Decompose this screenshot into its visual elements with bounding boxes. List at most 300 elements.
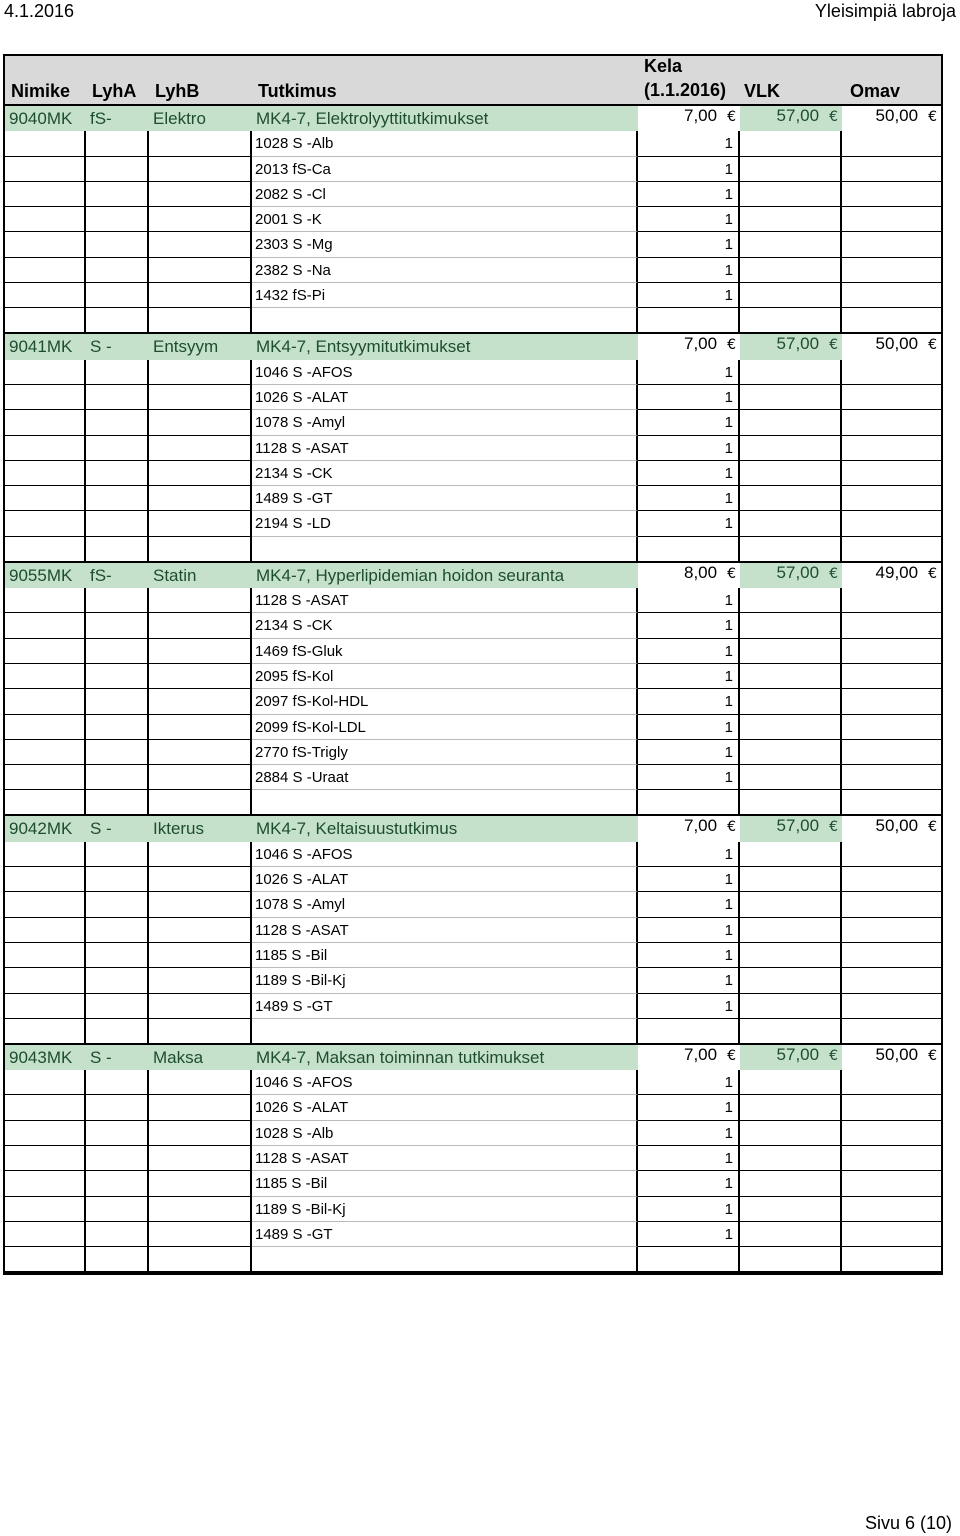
empty-cell	[5, 385, 86, 410]
empty-cell	[86, 157, 149, 182]
euro-icon: €	[928, 1047, 937, 1064]
empty-cell	[86, 182, 149, 207]
empty-cell	[149, 842, 252, 867]
test-row	[5, 461, 941, 486]
test-name: 2082 S -Cl	[252, 182, 638, 207]
empty-cell	[86, 1247, 149, 1273]
test-row	[5, 689, 941, 714]
test-quantity: 1	[638, 1070, 740, 1095]
empty-cell	[638, 308, 740, 334]
empty-cell	[740, 486, 842, 511]
test-quantity: 1	[638, 182, 740, 207]
empty-cell	[740, 308, 842, 334]
test-name: 1489 S -GT	[252, 994, 638, 1019]
col-header-kela-line2: (1.1.2016)	[644, 80, 727, 100]
group-kela-value: 7,00	[683, 816, 718, 836]
empty-cell	[149, 867, 252, 892]
test-name: 2884 S -Uraat	[252, 765, 638, 790]
empty-cell	[5, 715, 86, 740]
empty-cell	[5, 689, 86, 714]
empty-cell	[86, 1197, 149, 1222]
empty-cell	[149, 968, 252, 993]
test-row	[5, 588, 941, 613]
empty-cell	[149, 410, 252, 435]
empty-cell	[842, 157, 941, 182]
group-tutkimus: MK4-7, Maksan toiminnan tutkimukset	[252, 1045, 638, 1070]
test-quantity: 1	[638, 1121, 740, 1146]
empty-cell	[86, 360, 149, 385]
empty-cell	[842, 182, 941, 207]
empty-cell	[149, 258, 252, 283]
empty-cell	[740, 943, 842, 968]
empty-cell	[149, 436, 252, 461]
empty-cell	[86, 258, 149, 283]
empty-cell	[149, 639, 252, 664]
group-kela-value: 8,00	[683, 562, 718, 582]
group-nimike: 9043MK	[5, 1045, 86, 1070]
test-row	[5, 283, 941, 308]
empty-cell	[842, 1146, 941, 1171]
group-price-vlk	[740, 106, 842, 131]
test-row	[5, 613, 941, 638]
group-lyha: S -	[86, 334, 149, 359]
group-price-omav	[842, 563, 941, 588]
empty-cell	[86, 1095, 149, 1120]
group-price-kela	[638, 1045, 740, 1070]
empty-cell	[149, 461, 252, 486]
test-row	[5, 918, 941, 943]
empty-cell	[86, 867, 149, 892]
test-quantity: 1	[638, 410, 740, 435]
spacer-row	[5, 308, 941, 334]
empty-cell	[5, 765, 86, 790]
col-header-lyha: LyhA	[92, 81, 137, 101]
empty-cell	[842, 842, 941, 867]
empty-cell	[86, 765, 149, 790]
empty-cell	[149, 1222, 252, 1247]
group-price-omav	[842, 334, 941, 359]
empty-cell	[5, 842, 86, 867]
group-kela-value: 7,00	[683, 334, 718, 354]
empty-cell	[842, 765, 941, 790]
test-row	[5, 842, 941, 867]
group-lyhb: Elektro	[149, 106, 252, 131]
test-quantity: 1	[638, 1171, 740, 1196]
empty-cell	[5, 537, 86, 563]
empty-cell	[149, 1197, 252, 1222]
empty-cell	[5, 943, 86, 968]
test-name: 1189 S -Bil-Kj	[252, 968, 638, 993]
empty-cell	[5, 511, 86, 536]
empty-cell	[5, 182, 86, 207]
test-name: 1128 S -ASAT	[252, 918, 638, 943]
empty-cell	[86, 740, 149, 765]
empty-cell	[149, 918, 252, 943]
euro-icon: €	[928, 337, 937, 354]
test-row	[5, 182, 941, 207]
group-vlk-value: 57,00	[776, 106, 820, 125]
empty-cell	[740, 1019, 842, 1045]
empty-cell	[86, 943, 149, 968]
table-body	[5, 106, 941, 1273]
empty-cell	[740, 1095, 842, 1120]
empty-cell	[5, 588, 86, 613]
euro-icon: €	[928, 819, 937, 836]
empty-cell	[740, 1197, 842, 1222]
group-vlk-value: 57,00	[776, 334, 820, 354]
empty-cell	[149, 537, 252, 563]
test-name: 1078 S -Amyl	[252, 410, 638, 435]
empty-cell	[86, 1171, 149, 1196]
empty-cell	[842, 1070, 941, 1095]
empty-cell	[842, 588, 941, 613]
empty-cell	[149, 765, 252, 790]
empty-cell	[149, 207, 252, 232]
empty-cell	[638, 1247, 740, 1273]
empty-cell	[842, 1121, 941, 1146]
empty-cell	[5, 867, 86, 892]
group-vlk-value: 57,00	[776, 816, 820, 836]
test-name: 2001 S -K	[252, 207, 638, 232]
test-quantity: 1	[638, 511, 740, 536]
group-tutkimus: MK4-7, Keltaisuustutkimus	[252, 816, 638, 841]
test-quantity: 1	[638, 486, 740, 511]
empty-cell	[842, 360, 941, 385]
test-row	[5, 360, 941, 385]
empty-cell	[740, 182, 842, 207]
lab-price-table	[3, 54, 943, 1275]
euro-icon: €	[829, 1047, 838, 1064]
test-quantity: 1	[638, 740, 740, 765]
test-quantity: 1	[638, 588, 740, 613]
empty-cell	[842, 537, 941, 563]
test-row	[5, 968, 941, 993]
empty-cell	[740, 436, 842, 461]
test-name: 1028 S -Alb	[252, 1121, 638, 1146]
empty-cell	[5, 308, 86, 334]
empty-cell	[5, 664, 86, 689]
empty-cell	[638, 537, 740, 563]
group-vlk-value: 57,00	[776, 562, 820, 582]
empty-cell	[5, 1171, 86, 1196]
empty-cell	[149, 994, 252, 1019]
empty-cell	[86, 689, 149, 714]
empty-cell	[86, 639, 149, 664]
group-lyha: fS-	[86, 106, 149, 131]
test-quantity: 1	[638, 1146, 740, 1171]
empty-cell	[149, 689, 252, 714]
empty-cell	[842, 664, 941, 689]
test-quantity: 1	[638, 664, 740, 689]
euro-icon: €	[727, 565, 736, 582]
empty-cell	[5, 918, 86, 943]
group-nimike: 9055MK	[5, 563, 86, 588]
euro-icon: €	[928, 565, 937, 582]
empty-cell	[740, 790, 842, 816]
empty-cell	[5, 131, 86, 156]
group-lyhb: Statin	[149, 563, 252, 588]
empty-cell	[842, 1171, 941, 1196]
test-name: 2770 fS-Trigly	[252, 740, 638, 765]
empty-cell	[86, 131, 149, 156]
test-row	[5, 232, 941, 257]
empty-cell	[740, 1146, 842, 1171]
col-header-tutkimus: Tutkimus	[258, 81, 337, 101]
empty-cell	[740, 511, 842, 536]
test-quantity: 1	[638, 131, 740, 156]
empty-cell	[86, 461, 149, 486]
test-quantity: 1	[638, 232, 740, 257]
empty-cell	[740, 360, 842, 385]
empty-cell	[5, 283, 86, 308]
test-quantity: 1	[638, 1095, 740, 1120]
empty-cell	[149, 486, 252, 511]
test-name: 2382 S -Na	[252, 258, 638, 283]
empty-cell	[740, 283, 842, 308]
test-name: 1046 S -AFOS	[252, 1070, 638, 1095]
group-price-omav	[842, 816, 941, 841]
test-row	[5, 207, 941, 232]
empty-cell	[86, 207, 149, 232]
empty-cell	[740, 588, 842, 613]
empty-cell	[5, 1070, 86, 1095]
empty-cell	[740, 410, 842, 435]
empty-cell	[5, 1146, 86, 1171]
empty-cell	[740, 1121, 842, 1146]
test-name: 2303 S -Mg	[252, 232, 638, 257]
empty-cell	[149, 232, 252, 257]
group-row	[5, 816, 941, 841]
group-price-vlk	[740, 1045, 842, 1070]
group-lyhb: Maksa	[149, 1045, 252, 1070]
group-price-kela	[638, 563, 740, 588]
empty-cell	[740, 715, 842, 740]
euro-icon: €	[727, 819, 736, 836]
page-header-title: Yleisimpiä labroja	[814, 1, 956, 21]
empty-cell	[149, 360, 252, 385]
test-name: 1432 fS-Pi	[252, 283, 638, 308]
test-name: 2095 fS-Kol	[252, 664, 638, 689]
empty-cell	[5, 1197, 86, 1222]
test-name: 2097 fS-Kol-HDL	[252, 689, 638, 714]
empty-cell	[5, 1121, 86, 1146]
group-price-vlk	[740, 816, 842, 841]
col-header-vlk: VLK	[744, 81, 780, 101]
group-price-kela	[638, 106, 740, 131]
test-row	[5, 385, 941, 410]
page-footer-number: Sivu 6 (10)	[864, 1513, 952, 1533]
group-nimike: 9042MK	[5, 816, 86, 841]
test-row	[5, 715, 941, 740]
col-header-kela-line1: Kela	[644, 56, 683, 76]
empty-cell	[149, 1171, 252, 1196]
euro-icon: €	[829, 109, 838, 125]
empty-cell	[149, 157, 252, 182]
empty-cell	[842, 1247, 941, 1273]
empty-cell	[740, 461, 842, 486]
empty-cell	[842, 715, 941, 740]
test-quantity: 1	[638, 867, 740, 892]
empty-cell	[740, 639, 842, 664]
group-price-vlk	[740, 563, 842, 588]
test-row	[5, 511, 941, 536]
empty-cell	[5, 436, 86, 461]
empty-cell	[86, 918, 149, 943]
test-quantity: 1	[638, 385, 740, 410]
empty-cell	[5, 639, 86, 664]
test-row	[5, 157, 941, 182]
empty-cell	[842, 207, 941, 232]
empty-cell	[842, 867, 941, 892]
empty-cell	[842, 232, 941, 257]
empty-cell	[86, 1222, 149, 1247]
empty-cell	[86, 790, 149, 816]
test-name: 1185 S -Bil	[252, 1171, 638, 1196]
empty-cell	[740, 1070, 842, 1095]
test-name: 1469 fS-Gluk	[252, 639, 638, 664]
empty-cell	[5, 994, 86, 1019]
empty-cell	[842, 511, 941, 536]
col-header-kela	[638, 56, 740, 104]
empty-cell	[5, 157, 86, 182]
empty-cell	[740, 537, 842, 563]
empty-cell	[5, 360, 86, 385]
empty-cell	[740, 207, 842, 232]
empty-cell	[740, 689, 842, 714]
test-quantity: 1	[638, 1197, 740, 1222]
empty-cell	[86, 715, 149, 740]
group-row	[5, 106, 941, 131]
test-quantity: 1	[638, 436, 740, 461]
test-row	[5, 1121, 941, 1146]
empty-cell	[842, 308, 941, 334]
test-row	[5, 892, 941, 917]
empty-cell	[149, 1070, 252, 1095]
empty-cell	[149, 283, 252, 308]
test-name: 1128 S -ASAT	[252, 436, 638, 461]
empty-cell	[638, 790, 740, 816]
test-row	[5, 1222, 941, 1247]
empty-cell	[5, 486, 86, 511]
spacer-row	[5, 1019, 941, 1045]
empty-cell	[842, 994, 941, 1019]
empty-cell	[842, 1222, 941, 1247]
empty-cell	[842, 740, 941, 765]
test-quantity: 1	[638, 207, 740, 232]
empty-cell	[740, 232, 842, 257]
empty-cell	[86, 308, 149, 334]
empty-cell	[252, 1019, 638, 1045]
empty-cell	[842, 1019, 941, 1045]
test-quantity: 1	[638, 765, 740, 790]
empty-cell	[86, 842, 149, 867]
test-row	[5, 1095, 941, 1120]
empty-cell	[5, 613, 86, 638]
empty-cell	[149, 1247, 252, 1273]
group-omav-value: 50,00	[875, 1044, 919, 1064]
empty-cell	[5, 207, 86, 232]
empty-cell	[842, 486, 941, 511]
euro-icon: €	[829, 337, 838, 354]
euro-icon: €	[829, 819, 838, 836]
test-quantity: 1	[638, 689, 740, 714]
empty-cell	[149, 131, 252, 156]
empty-cell	[252, 308, 638, 334]
test-name: 2013 fS-Ca	[252, 157, 638, 182]
empty-cell	[740, 918, 842, 943]
euro-icon: €	[727, 337, 736, 354]
spacer-row	[5, 1247, 941, 1273]
empty-cell	[5, 892, 86, 917]
group-lyhb: Entsyym	[149, 334, 252, 359]
col-header-omav: Omav	[850, 81, 901, 101]
test-row	[5, 994, 941, 1019]
group-row	[5, 334, 941, 359]
group-kela-value: 7,00	[683, 1044, 718, 1064]
empty-cell	[149, 892, 252, 917]
page-header-date: 4.1.2016	[4, 1, 75, 21]
empty-cell	[86, 511, 149, 536]
group-omav-value: 50,00	[875, 334, 919, 354]
test-name: 1078 S -Amyl	[252, 892, 638, 917]
empty-cell	[86, 1019, 149, 1045]
empty-cell	[86, 486, 149, 511]
group-row	[5, 1045, 941, 1070]
empty-cell	[149, 1121, 252, 1146]
empty-cell	[5, 232, 86, 257]
test-quantity: 1	[638, 360, 740, 385]
empty-cell	[149, 511, 252, 536]
test-name: 1128 S -ASAT	[252, 1146, 638, 1171]
group-price-kela	[638, 334, 740, 359]
empty-cell	[149, 664, 252, 689]
empty-cell	[842, 1095, 941, 1120]
test-name: 1026 S -ALAT	[252, 867, 638, 892]
test-name: 1026 S -ALAT	[252, 385, 638, 410]
empty-cell	[149, 1095, 252, 1120]
empty-cell	[149, 943, 252, 968]
empty-cell	[86, 385, 149, 410]
test-quantity: 1	[638, 842, 740, 867]
empty-cell	[86, 613, 149, 638]
euro-icon: €	[829, 565, 838, 582]
empty-cell	[5, 1095, 86, 1120]
test-row	[5, 765, 941, 790]
empty-cell	[149, 182, 252, 207]
empty-cell	[842, 968, 941, 993]
empty-cell	[5, 1247, 86, 1273]
empty-cell	[740, 892, 842, 917]
empty-cell	[842, 410, 941, 435]
test-quantity: 1	[638, 283, 740, 308]
empty-cell	[740, 968, 842, 993]
group-omav-value: 50,00	[875, 816, 919, 836]
test-row	[5, 639, 941, 664]
empty-cell	[842, 461, 941, 486]
group-price-omav	[842, 1045, 941, 1070]
empty-cell	[740, 664, 842, 689]
spacer-row	[5, 537, 941, 563]
euro-icon: €	[928, 109, 937, 125]
empty-cell	[842, 613, 941, 638]
empty-cell	[842, 385, 941, 410]
test-row	[5, 943, 941, 968]
col-header-nimike: Nimike	[11, 81, 71, 101]
empty-cell	[149, 1019, 252, 1045]
test-quantity: 1	[638, 613, 740, 638]
test-name: 1185 S -Bil	[252, 943, 638, 968]
empty-cell	[5, 790, 86, 816]
